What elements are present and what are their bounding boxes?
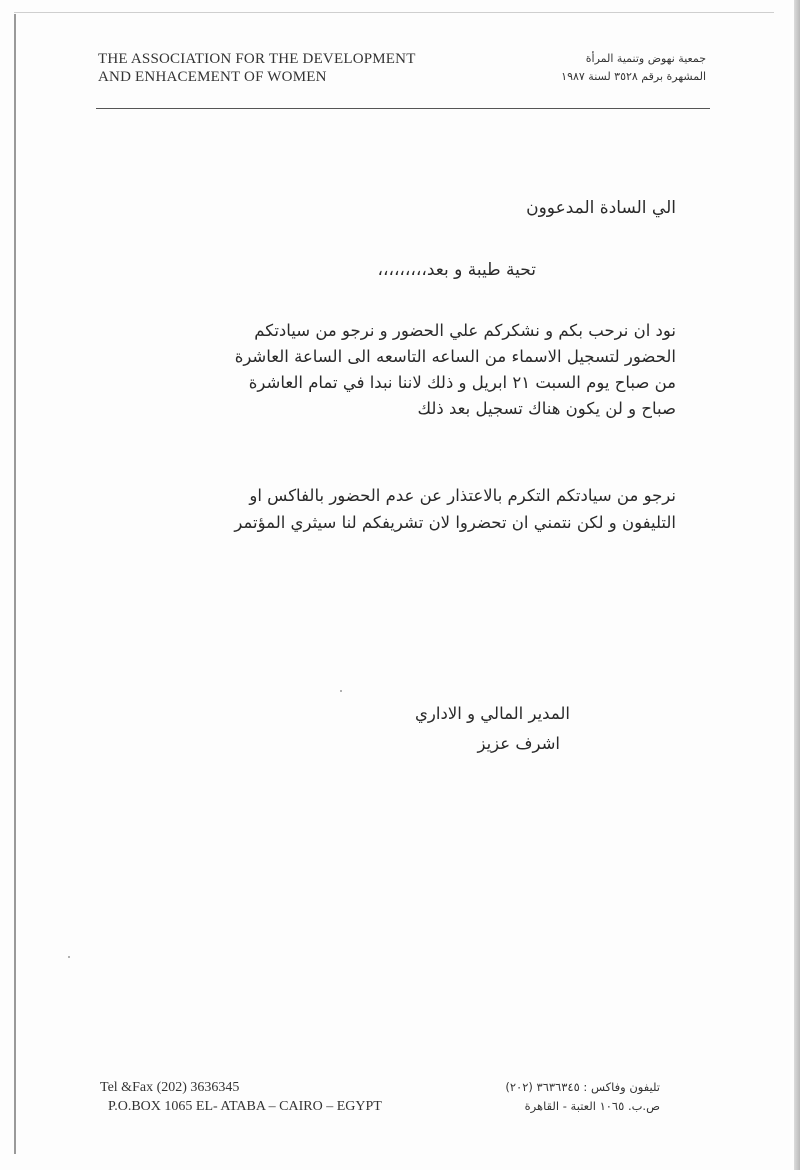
paragraph-line: نرجو من سيادتكم التكرم بالاعتذار عن عدم الحضور بالفاكس او: [249, 486, 676, 505]
footer-english-pobox: P.O.BOX 1065 EL- ATABA – CAIRO – EGYPT: [108, 1099, 382, 1114]
signature-name: اشرف عزيز: [477, 734, 560, 753]
letterhead-english: [98, 50, 478, 86]
letterhead-arabic-line2: المشهرة برقم ٣٥٢٨ لسنة ١٩٨٧: [561, 70, 706, 83]
letterhead-english-line1: THE ASSOCIATION FOR THE DEVELOPMENT: [98, 51, 416, 67]
paragraph-line: نود ان نرحب بكم و نشكركم علي الحضور و نرجو من سيادتكم: [254, 321, 676, 340]
paragraph-line: الحضور لتسجيل الاسماء من الساعه التاسعه الى الساعة العاشرة: [234, 347, 676, 366]
page-top-edge: [14, 12, 774, 13]
page-border: [14, 14, 792, 1154]
letter-paragraph-2: [96, 482, 676, 536]
letterhead-english-line2: AND ENHACEMENT OF WOMEN: [98, 69, 327, 85]
footer-english: [100, 1078, 382, 1116]
page-right-edge: [794, 0, 800, 1170]
footer-arabic-tel: تليفون وفاكس : ٣٦٣٦٣٤٥ (٢٠٢): [505, 1080, 660, 1094]
footer-arabic-pobox: ص.ب. ١٠٦٥ العتبة - القاهرة: [524, 1099, 660, 1113]
letterhead-arabic-line1: جمعية نهوض وتنمية المرأة: [585, 52, 706, 65]
signature-title: المدير المالي و الاداري: [415, 704, 570, 723]
letterhead-arabic: [506, 50, 706, 86]
letter-greeting: تحية طيبة و بعد،،،،،،،،،: [377, 260, 536, 280]
paragraph-line: التليفون و لكن نتمني ان تحضروا لان تشريفكم لنا سيثري المؤتمر: [234, 513, 676, 532]
scan-speck: [68, 956, 70, 958]
paragraph-line: من صباح يوم السبت ٢١ ابريل و ذلك لاننا نبدا في تمام العاشرة: [248, 373, 676, 392]
letterhead-divider: [96, 108, 710, 109]
footer-arabic: [505, 1078, 660, 1116]
paragraph-line: صباح و لن يكون هناك تسجيل بعد ذلك: [417, 399, 676, 418]
letter-paragraph-1: [96, 318, 676, 422]
letter-salutation: الي السادة المدعوون: [526, 198, 676, 218]
scan-speck: [340, 690, 342, 692]
footer-english-tel: Tel &Fax (202) 3636345: [100, 1080, 240, 1095]
